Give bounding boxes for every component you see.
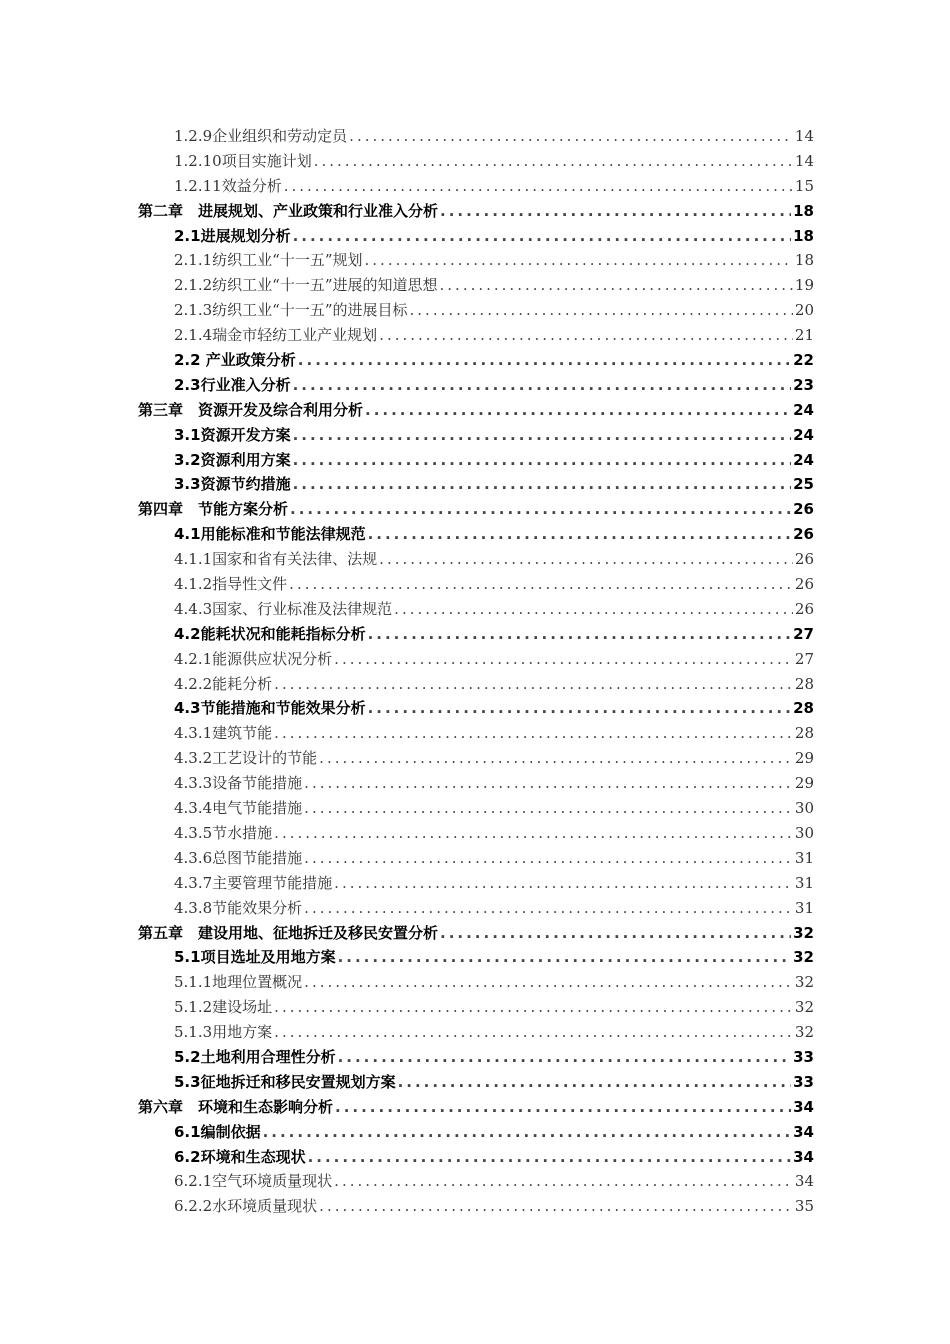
toc-leader-dots: [319, 1194, 793, 1219]
toc-leader-dots: [293, 224, 792, 249]
toc-leader-dots: [368, 622, 792, 647]
toc-entry-page: 28: [794, 724, 814, 743]
toc-leader-dots: [349, 124, 793, 149]
toc-entry-title: 6.1编制依据: [174, 1122, 261, 1141]
toc-subsection-entry[interactable]: [138, 746, 814, 771]
toc-entry-page: 27: [793, 624, 814, 643]
toc-chapter-entry[interactable]: [138, 398, 814, 423]
toc-entry-title: 5.1.2建设场址: [174, 998, 273, 1017]
toc-leader-dots: [274, 672, 793, 697]
toc-leader-dots: [365, 248, 793, 273]
toc-entry-title: 第三章 资源开发及综合利用分析: [138, 400, 364, 419]
toc-leader-dots: [263, 1120, 792, 1145]
toc-subsection-entry[interactable]: [138, 323, 814, 348]
toc-entry-page: 32: [794, 998, 814, 1017]
toc-leader-dots: [293, 423, 792, 448]
toc-entry-page: 24: [793, 400, 814, 419]
toc-leader-dots: [274, 995, 793, 1020]
toc-leader-dots: [368, 696, 792, 721]
toc-entry-title: 2.2 产业政策分析: [174, 351, 296, 370]
toc-subsection-entry[interactable]: [138, 1020, 814, 1045]
toc-entry-page: 26: [793, 500, 814, 519]
toc-entry-title: 4.3节能措施和节能效果分析: [174, 699, 366, 718]
toc-entry-page: 32: [793, 923, 814, 942]
toc-subsection-entry[interactable]: [138, 970, 814, 995]
toc-entry-title: 6.2环境和生态现状: [174, 1147, 306, 1166]
toc-subsection-entry[interactable]: [138, 597, 814, 622]
toc-entry-title: 5.1.3用地方案: [174, 1023, 273, 1042]
toc-leader-dots: [293, 448, 792, 473]
toc-section-entry[interactable]: [138, 448, 814, 473]
toc-subsection-entry[interactable]: [138, 572, 814, 597]
toc-leader-dots: [398, 1070, 792, 1095]
toc-entry-title: 2.1.2纺织工业“十一五”进展的知道思想: [174, 276, 438, 295]
toc-entry-page: 19: [794, 276, 814, 295]
toc-subsection-entry[interactable]: [138, 896, 814, 921]
toc-entry-title: 6.2.2水环境质量现状: [174, 1197, 318, 1216]
toc-leader-dots: [440, 273, 793, 298]
toc-entry-page: 14: [794, 151, 814, 170]
toc-leader-dots: [338, 945, 792, 970]
toc-entry-page: 18: [793, 201, 814, 220]
toc-entry-title: 2.1.1纺织工业“十一五”规划: [174, 251, 363, 270]
toc-leader-dots: [308, 1145, 792, 1170]
toc-entry-title: 4.2.1能源供应状况分析: [174, 649, 333, 668]
toc-leader-dots: [304, 896, 793, 921]
toc-leader-dots: [289, 572, 793, 597]
toc-entry-title: 1.2.9企业组织和劳动定员: [174, 127, 348, 145]
toc-section-entry[interactable]: [138, 1120, 814, 1145]
toc-leader-dots: [319, 746, 793, 771]
toc-entry-page: 34: [793, 1097, 814, 1116]
toc-leader-dots: [334, 871, 793, 896]
table-of-contents: [138, 124, 814, 1219]
toc-subsection-entry[interactable]: [138, 771, 814, 796]
toc-entry-page: 31: [794, 873, 814, 892]
toc-entry-page: 23: [793, 375, 814, 394]
toc-entry-page: 24: [793, 450, 814, 469]
toc-entry-title: 4.3.5节水措施: [174, 823, 273, 842]
toc-entry-page: 32: [794, 1023, 814, 1042]
toc-subsection-entry[interactable]: [138, 174, 814, 199]
toc-leader-dots: [284, 174, 793, 199]
toc-subsection-entry[interactable]: [138, 248, 814, 273]
toc-leader-dots: [338, 1045, 792, 1070]
toc-entry-title: 5.1项目选址及用地方案: [174, 948, 336, 967]
toc-entry-title: 6.2.1空气环境质量现状: [174, 1172, 333, 1191]
toc-chapter-entry[interactable]: [138, 199, 814, 224]
toc-leader-dots: [304, 846, 793, 871]
toc-entry-page: 27: [794, 649, 814, 668]
toc-subsection-entry[interactable]: [138, 796, 814, 821]
toc-leader-dots: [379, 547, 793, 572]
toc-entry-page: 25: [793, 475, 814, 494]
toc-entry-page: 21: [794, 326, 814, 345]
toc-entry-title: 1.2.10项目实施计划: [174, 151, 312, 170]
toc-entry-page: 30: [794, 823, 814, 842]
toc-entry-title: 3.3资源节约措施: [174, 475, 291, 494]
toc-leader-dots: [304, 771, 793, 796]
toc-section-entry[interactable]: [138, 423, 814, 448]
toc-leader-dots: [335, 1095, 791, 1120]
toc-entry-page: 34: [793, 1122, 814, 1141]
toc-section-entry[interactable]: [138, 1045, 814, 1070]
toc-leader-dots: [334, 647, 793, 672]
toc-subsection-entry[interactable]: [138, 298, 814, 323]
toc-entry-title: 2.1.4瑞金市轻纺工业产业规划: [174, 326, 378, 345]
toc-entry-title: 2.1.3纺织工业“十一五”的进展目标: [174, 301, 408, 320]
toc-leader-dots: [314, 149, 793, 174]
toc-subsection-entry[interactable]: [138, 721, 814, 746]
toc-entry-title: 第六章 环境和生态影响分析: [138, 1097, 334, 1116]
toc-leader-dots: [274, 721, 793, 746]
toc-entry-title: 2.1进展规划分析: [174, 226, 291, 245]
toc-entry-title: 5.3征地拆迁和移民安置规划方案: [174, 1072, 396, 1091]
toc-leader-dots: [274, 1020, 793, 1045]
toc-leader-dots: [365, 398, 791, 423]
toc-leader-dots: [379, 323, 793, 348]
toc-leader-dots: [293, 472, 792, 497]
toc-leader-dots: [293, 373, 792, 398]
toc-entry-page: 34: [793, 1147, 814, 1166]
toc-entry-title: 5.1.1地理位置概况: [174, 973, 303, 992]
toc-entry-page: 18: [794, 251, 814, 270]
toc-leader-dots: [290, 497, 791, 522]
toc-entry-page: 14: [794, 127, 814, 145]
toc-chapter-entry[interactable]: [138, 1095, 814, 1120]
toc-entry-page: 31: [794, 848, 814, 867]
toc-chapter-entry[interactable]: [138, 921, 814, 946]
toc-subsection-entry[interactable]: [138, 547, 814, 572]
toc-entry-page: 31: [794, 898, 814, 917]
toc-subsection-entry[interactable]: [138, 124, 814, 149]
toc-entry-page: 24: [793, 425, 814, 444]
toc-entry-page: 32: [794, 973, 814, 992]
toc-entry-page: 28: [794, 674, 814, 693]
toc-entry-title: 4.3.6总图节能措施: [174, 848, 303, 867]
toc-leader-dots: [334, 1169, 793, 1194]
toc-entry-title: 2.3行业准入分析: [174, 375, 291, 394]
toc-entry-page: 29: [794, 774, 814, 793]
toc-subsection-entry[interactable]: [138, 1169, 814, 1194]
toc-leader-dots: [394, 597, 793, 622]
toc-entry-title: 4.3.8节能效果分析: [174, 898, 303, 917]
toc-leader-dots: [368, 522, 792, 547]
toc-leader-dots: [274, 821, 793, 846]
toc-section-entry[interactable]: [138, 622, 814, 647]
toc-leader-dots: [304, 796, 793, 821]
toc-section-entry[interactable]: [138, 696, 814, 721]
toc-subsection-entry[interactable]: [138, 672, 814, 697]
toc-entry-page: 26: [793, 525, 814, 544]
toc-chapter-entry[interactable]: [138, 497, 814, 522]
toc-subsection-entry[interactable]: [138, 273, 814, 298]
toc-entry-page: 26: [794, 550, 814, 569]
toc-entry-page: 35: [794, 1197, 814, 1216]
toc-entry-title: 4.2能耗状况和能耗指标分析: [174, 624, 366, 643]
toc-entry-page: 34: [794, 1172, 814, 1191]
toc-section-entry[interactable]: [138, 522, 814, 547]
toc-section-entry[interactable]: [138, 472, 814, 497]
toc-entry-title: 4.3.2工艺设计的节能: [174, 749, 318, 768]
toc-entry-page: 32: [793, 948, 814, 967]
toc-entry-title: 4.3.3设备节能措施: [174, 774, 303, 793]
toc-leader-dots: [440, 921, 791, 946]
toc-subsection-entry[interactable]: [138, 821, 814, 846]
toc-subsection-entry[interactable]: [138, 1194, 814, 1219]
toc-section-entry[interactable]: [138, 1070, 814, 1095]
toc-entry-page: 20: [794, 301, 814, 320]
toc-entry-page: 15: [794, 176, 814, 195]
toc-entry-title: 3.2资源利用方案: [174, 450, 291, 469]
toc-subsection-entry[interactable]: [138, 149, 814, 174]
toc-entry-title: 3.1资源开发方案: [174, 425, 291, 444]
toc-subsection-entry[interactable]: [138, 647, 814, 672]
toc-entry-page: 33: [793, 1047, 814, 1066]
toc-entry-title: 4.1用能标准和节能法律规范: [174, 525, 366, 544]
toc-leader-dots: [410, 298, 793, 323]
toc-entry-title: 4.1.2指导性文件: [174, 575, 288, 594]
toc-entry-page: 28: [793, 699, 814, 718]
toc-entry-page: 33: [793, 1072, 814, 1091]
toc-subsection-entry[interactable]: [138, 846, 814, 871]
toc-entry-title: 4.4.3国家、行业标准及法律规范: [174, 599, 393, 618]
toc-section-entry[interactable]: [138, 348, 814, 373]
toc-entry-title: 5.2土地利用合理性分析: [174, 1047, 336, 1066]
toc-section-entry[interactable]: [138, 224, 814, 249]
toc-entry-title: 4.1.1国家和省有关法律、法规: [174, 550, 378, 569]
toc-entry-title: 4.3.7主要管理节能措施: [174, 873, 333, 892]
toc-entry-page: 29: [794, 749, 814, 768]
toc-section-entry[interactable]: [138, 1145, 814, 1170]
toc-entry-page: 18: [793, 226, 814, 245]
toc-leader-dots: [298, 348, 791, 373]
toc-entry-title: 第四章 节能方案分析: [138, 500, 289, 519]
toc-entry-page: 26: [794, 599, 814, 618]
toc-entry-title: 4.2.2能耗分析: [174, 674, 273, 693]
toc-entry-title: 第五章 建设用地、征地拆迁及移民安置分析: [138, 923, 439, 942]
toc-entry-page: 30: [794, 799, 814, 818]
toc-leader-dots: [440, 199, 791, 224]
toc-section-entry[interactable]: [138, 373, 814, 398]
toc-subsection-entry[interactable]: [138, 995, 814, 1020]
toc-entry-page: 26: [794, 575, 814, 594]
toc-entry-page: 22: [793, 351, 814, 370]
toc-section-entry[interactable]: [138, 945, 814, 970]
toc-entry-title: 第二章 进展规划、产业政策和行业准入分析: [138, 201, 439, 220]
toc-subsection-entry[interactable]: [138, 871, 814, 896]
toc-entry-title: 4.3.4电气节能措施: [174, 799, 303, 818]
toc-leader-dots: [304, 970, 793, 995]
toc-entry-title: 1.2.11效益分析: [174, 176, 282, 195]
toc-entry-title: 4.3.1建筑节能: [174, 724, 273, 743]
